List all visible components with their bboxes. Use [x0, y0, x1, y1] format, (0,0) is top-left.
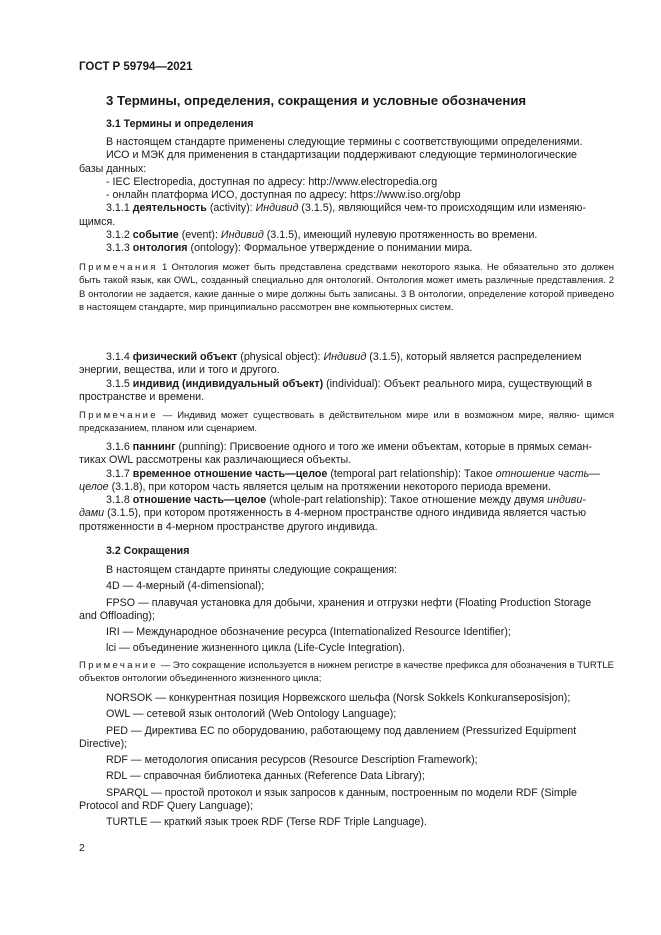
- notes-label: Примечания: [79, 262, 158, 273]
- abbr-item: OWL — сетевой язык онтологий (Web Ontology Language);: [106, 708, 397, 721]
- term-3-1-1-cont: щимся.: [79, 215, 116, 228]
- abbr-item: FPSO — плавучая установка для добычи, хранения и отгрузки нефти (Floating Production Storage: [106, 596, 592, 609]
- page-number: 2: [79, 842, 85, 854]
- terms-intro: В настоящем стандарте применены следующие термины с соответствующими определениями.: [106, 136, 583, 148]
- section-title: 3 Термины, определения, сокращения и условные обозначения: [106, 93, 527, 108]
- database-item: - онлайн платформа ИСО, доступная по адресу: https://www.iso.org/obp: [106, 189, 461, 202]
- abbreviations-body: [79, 564, 614, 656]
- terms-body: [79, 136, 614, 256]
- note-1: 1 Онтология может быть представлена средствами некоторого языка. Не обязательно это должен быть такой: [79, 262, 614, 287]
- abbr-item: IRI — Международное обозначение ресурса (Internationalized Resource Identifier);: [106, 626, 511, 639]
- term-3-1-8-cont: дами (3.1.5), при котором протяженность в 4-мерном пространстве одного индивида является частью: [79, 507, 587, 520]
- note-label: Примечание: [79, 660, 158, 671]
- abbr-item: RDF — методология описания ресурсов (Resource Description Framework);: [106, 754, 478, 767]
- term-3-1-5-cont: пространстве и времени.: [79, 390, 205, 403]
- abbr-item: SPARQL — простой протокол и язык запросов к данным, построенным по модели RDF (Simple: [106, 786, 577, 799]
- abbr-item: lci — объединение жизненного цикла (Life-Cycle Integration).: [106, 642, 405, 655]
- abbr-note: Примечание — Это сокращение используется в нижнем регистре в качестве префикса для обозначения в TURTLE объектов онтологии объединенного жизненного цикла;: [79, 660, 615, 685]
- note-3: 3 В онтологии, определение которой приведено в настоящем стандарте, мир принципиально рассмотрен вне: [79, 288, 615, 313]
- note-label: Примечание: [79, 410, 158, 421]
- abbr-item-cont: and Offloading);: [79, 609, 155, 622]
- abbr-note-cont: в TURTLE объектов онтологии объединенного жизненного цикла;: [79, 660, 615, 685]
- term-3-1-4: 3.1.4 физический объект (physical object): Индивид (3.1.5), который является распределением: [106, 351, 582, 363]
- terms-body-2: [79, 351, 614, 404]
- term-3-1-2: 3.1.2 событие (event): Индивид (3.1.5), имеющий нулевую протяженность во времени.: [106, 229, 538, 242]
- notes-block: [79, 261, 614, 314]
- abbr-item: TURTLE — краткий язык троек RDF (Terse RDF Triple Language).: [106, 816, 427, 829]
- subsection-title-terms: 3.1 Термины и определения: [106, 118, 254, 130]
- term-3-1-7-cont: целое (3.1.8), при котором часть является целым на протяжении некоторого периода времени.: [79, 480, 551, 493]
- abbr-item-cont: Directive);: [79, 737, 128, 750]
- term-3-1-1: 3.1.1 деятельность (activity): Индивид (3.1.5), являющийся чем-то происходящим или изменяю-: [106, 202, 586, 215]
- term-3-1-3: 3.1.3 онтология (ontology): Формальное утверждение о понимании мира.: [106, 242, 473, 255]
- iso-line-1: ИСО и МЭК для применения в стандартизации поддерживают следующие терминологические: [106, 149, 577, 162]
- standard-header: ГОСТ Р 59794—2021: [79, 61, 193, 73]
- term-3-1-7: 3.1.7 временное отношение часть—целое (temporal part relationship): Такое отношение часть—: [106, 467, 600, 480]
- terms-body-3: [79, 441, 614, 534]
- note-3-cont: компьютерных систем.: [352, 301, 454, 313]
- iso-line-2: базы данных:: [79, 162, 147, 175]
- note-1-cont: язык, как OWL, созданный специально для онтологий. Онтология может иметь различные представления.: [130, 275, 606, 287]
- subsection-title-abbreviations: 3.2 Сокращения: [106, 545, 190, 557]
- term-3-1-6-cont: тиках OWL рассмотрены как различающиеся объекты.: [79, 454, 352, 467]
- abbreviations-body-2: [79, 692, 614, 830]
- note-2: 2 В онтологии не задается, какие данные о мире должны быть записаны.: [79, 275, 615, 300]
- term-3-1-6: 3.1.6 паннинг (punning): Присвоение одного и того же имени объектам, которые в прямых семан-: [106, 441, 592, 453]
- abbr-item: PED — Директива ЕС по оборудованию, работающему под давлением (Pressurized Equipment: [106, 724, 577, 737]
- term-3-1-4-cont: энергии, вещества, или и того и другого.: [79, 364, 280, 377]
- term-3-1-5: 3.1.5 индивид (индивидуальный объект) (individual): Объект реального мира, существующий в: [106, 377, 593, 390]
- term-3-1-8-cont-2: протяженности в 4-мерном пространстве другого индивида.: [79, 520, 378, 533]
- term-3-1-8: 3.1.8 отношение часть—целое (whole-part relationship): Такое отношение между двумя индиви-: [106, 494, 586, 507]
- abbr-item: 4D — 4-мерный (4-dimensional);: [106, 580, 265, 593]
- abbr-item-cont: Protocol and RDF Query Language);: [79, 800, 254, 813]
- abbr-item: NORSOK — конкурентная позиция Норвежского шельфа (Norsk Sokkels Konkuranseposisjon);: [106, 692, 571, 704]
- abbr-item: RDL — справочная библиотека данных (Reference Data Library);: [106, 770, 425, 783]
- abbr-intro: В настоящем стандарте приняты следующие сокращения:: [106, 564, 397, 576]
- database-item: - IEC Electropedia, доступная по адресу: http://www.electropedia.org: [106, 175, 438, 188]
- note-3-1-5: Примечание — Индивид может существовать в действительном мире или в возможном мире, являю- щимся предсказанием, планом или сценарием.: [79, 410, 615, 435]
- note-3-1-5-cont: щимся предсказанием, планом или сценарием.: [79, 410, 615, 435]
